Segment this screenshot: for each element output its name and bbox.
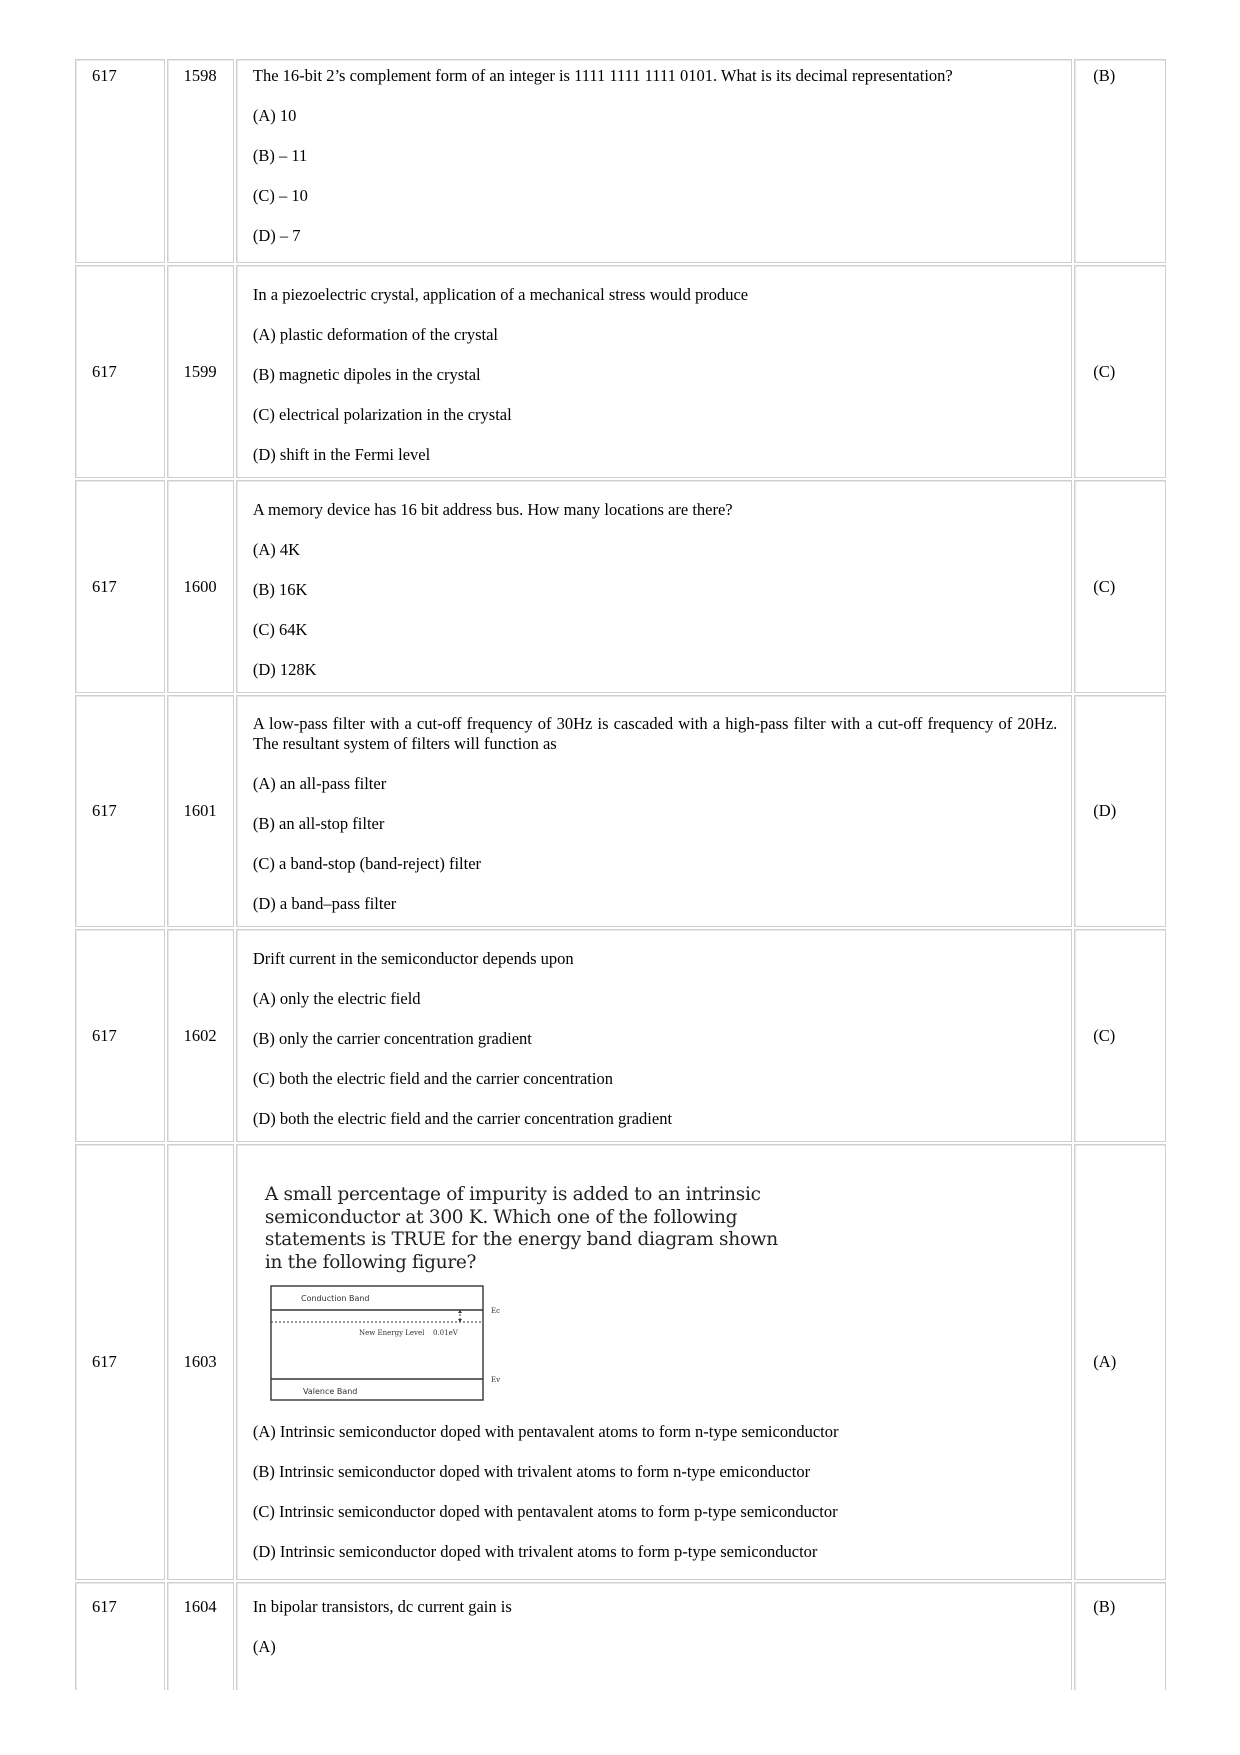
option-b: (B) an all-stop filter (252, 814, 385, 833)
question-id: 1602 (183, 1025, 217, 1045)
question-cell (236, 480, 1072, 693)
option-c: (C) a band-stop (band-reject) filter (252, 854, 482, 873)
id-cell (167, 480, 234, 693)
option-d: (D) both the electric field and the carrier concentration gradient (252, 1108, 673, 1128)
option-a: (A) 10 (252, 106, 297, 125)
set-number: 617 (92, 1352, 117, 1371)
answer-key: (D) (1093, 801, 1117, 820)
set-cell (75, 1144, 165, 1580)
set-number: 617 (92, 66, 117, 85)
page-bottom-margin (0, 1690, 1240, 1755)
question-cell (236, 59, 1072, 263)
option-b: (B) magnetic dipoles in the crystal (252, 364, 481, 384)
answer-cell (1074, 929, 1166, 1142)
question-stem: A low-pass filter with a cut-off frequency of 30Hz is cascaded with a high-pass filter with a cut-off frequency of 20Hz. The resultant system of filters will function as (252, 714, 1058, 753)
question-stem: In a piezoelectric crystal, application of a mechanical stress would produce (252, 284, 749, 304)
set-cell (75, 695, 165, 927)
option-b: (B) only the carrier concentration gradient (252, 1028, 532, 1048)
question-id: 1601 (183, 801, 217, 820)
answer-cell (1074, 1144, 1166, 1580)
question-id: 1598 (183, 66, 217, 85)
question-row (75, 265, 1166, 478)
set-number: 617 (92, 801, 117, 820)
option-b: (B) – 11 (252, 146, 308, 165)
question-row (75, 1582, 1166, 1702)
option-d: (D) 128K (252, 659, 317, 679)
set-number: 617 (92, 1025, 117, 1045)
ec-label: Ec (490, 1307, 500, 1315)
question-id: 1599 (183, 361, 217, 381)
question-id: 1604 (183, 1597, 217, 1616)
answer-key: (C) (1093, 361, 1116, 381)
question-stem: Drift current in the semiconductor depends upon (252, 948, 574, 968)
option-a: (A) Intrinsic semiconductor doped with pentavalent atoms to form n-type semiconductor (252, 1422, 839, 1441)
figure-line: A small percentage of impurity is added to an intrinsic (264, 1184, 761, 1205)
option-b: (B) 16K (252, 579, 308, 599)
valence-band-label: Valence Band (302, 1387, 358, 1396)
question-row (75, 695, 1166, 927)
option-a: (A) 4K (252, 539, 301, 559)
id-cell (167, 1582, 234, 1702)
option-d: (D) shift in the Fermi level (252, 444, 431, 464)
answer-key: (B) (1093, 1597, 1116, 1616)
answer-key: (C) (1093, 1025, 1116, 1045)
option-d: (D) Intrinsic semiconductor doped with trivalent atoms to form p-type semiconductor (252, 1542, 818, 1561)
question-id: 1600 (183, 576, 217, 596)
set-number: 617 (92, 576, 117, 596)
set-number: 617 (92, 361, 117, 381)
set-cell (75, 59, 165, 263)
gap-label: 0.01eV (432, 1329, 458, 1337)
option-c: (C) 64K (252, 619, 308, 639)
ev-label: Ev (490, 1376, 500, 1384)
figure-line: semiconductor at 300 K. Which one of the following (264, 1206, 738, 1228)
option-c: (C) electrical polarization in the crystal (252, 404, 512, 424)
option-b: (B) Intrinsic semiconductor doped with trivalent atoms to form n-type emiconductor (252, 1462, 811, 1481)
questions-table (73, 57, 1168, 1704)
question-cell (236, 1582, 1072, 1702)
answer-cell (1074, 1582, 1166, 1702)
question-row (75, 929, 1166, 1142)
figure-line: in the following figure? (264, 1251, 477, 1273)
option-c: (C) both the electric field and the carrier concentration (252, 1068, 613, 1088)
option-a: (A) an all-pass filter (252, 774, 387, 793)
option-d: (D) a band–pass filter (252, 894, 397, 913)
answer-key: (B) (1093, 66, 1116, 85)
question-cell (236, 1144, 1072, 1580)
question-cell (236, 929, 1072, 1142)
figure-line: statements is TRUE for the energy band diagram shown (264, 1229, 778, 1250)
id-cell (167, 1144, 234, 1580)
id-cell (167, 929, 234, 1142)
option-a: (A) plastic deformation of the crystal (252, 324, 498, 344)
question-stem: A memory device has 16 bit address bus. How many locations are there? (252, 499, 733, 519)
question-figure (265, 1184, 1057, 1402)
conduction-band-label: Conduction Band (300, 1294, 370, 1303)
new-level-label: New Energy Level (358, 1329, 425, 1337)
set-cell (75, 265, 165, 478)
set-cell (75, 1582, 165, 1702)
option-c: (C) – 10 (252, 186, 308, 205)
question-row (75, 480, 1166, 693)
answer-cell (1074, 265, 1166, 478)
answer-cell (1074, 59, 1166, 263)
question-cell (236, 695, 1072, 927)
question-row (75, 1144, 1166, 1580)
energy-band-diagram (265, 1282, 505, 1402)
set-number: 617 (92, 1597, 117, 1616)
question-stem: In bipolar transistors, dc current gain is (252, 1597, 512, 1616)
answer-cell (1074, 480, 1166, 693)
question-row (75, 59, 1166, 263)
id-cell (167, 695, 234, 927)
question-stem: The 16-bit 2’s complement form of an integer is 1111 1111 1111 0101. What is its decimal representation? (252, 66, 953, 85)
answer-key: (C) (1093, 576, 1116, 596)
option-d: (D) – 7 (252, 226, 301, 245)
question-cell (236, 265, 1072, 478)
id-cell (167, 59, 234, 263)
option-a: (A) only the electric field (252, 988, 421, 1008)
option-a: (A) (252, 1637, 276, 1656)
figure-stem (265, 1184, 1057, 1274)
set-cell (75, 929, 165, 1142)
answer-key: (A) (1093, 1352, 1117, 1371)
set-cell (75, 480, 165, 693)
id-cell (167, 265, 234, 478)
answer-cell (1074, 695, 1166, 927)
question-id: 1603 (183, 1352, 217, 1371)
option-c: (C) Intrinsic semiconductor doped with pentavalent atoms to form p-type semiconductor (252, 1502, 838, 1521)
